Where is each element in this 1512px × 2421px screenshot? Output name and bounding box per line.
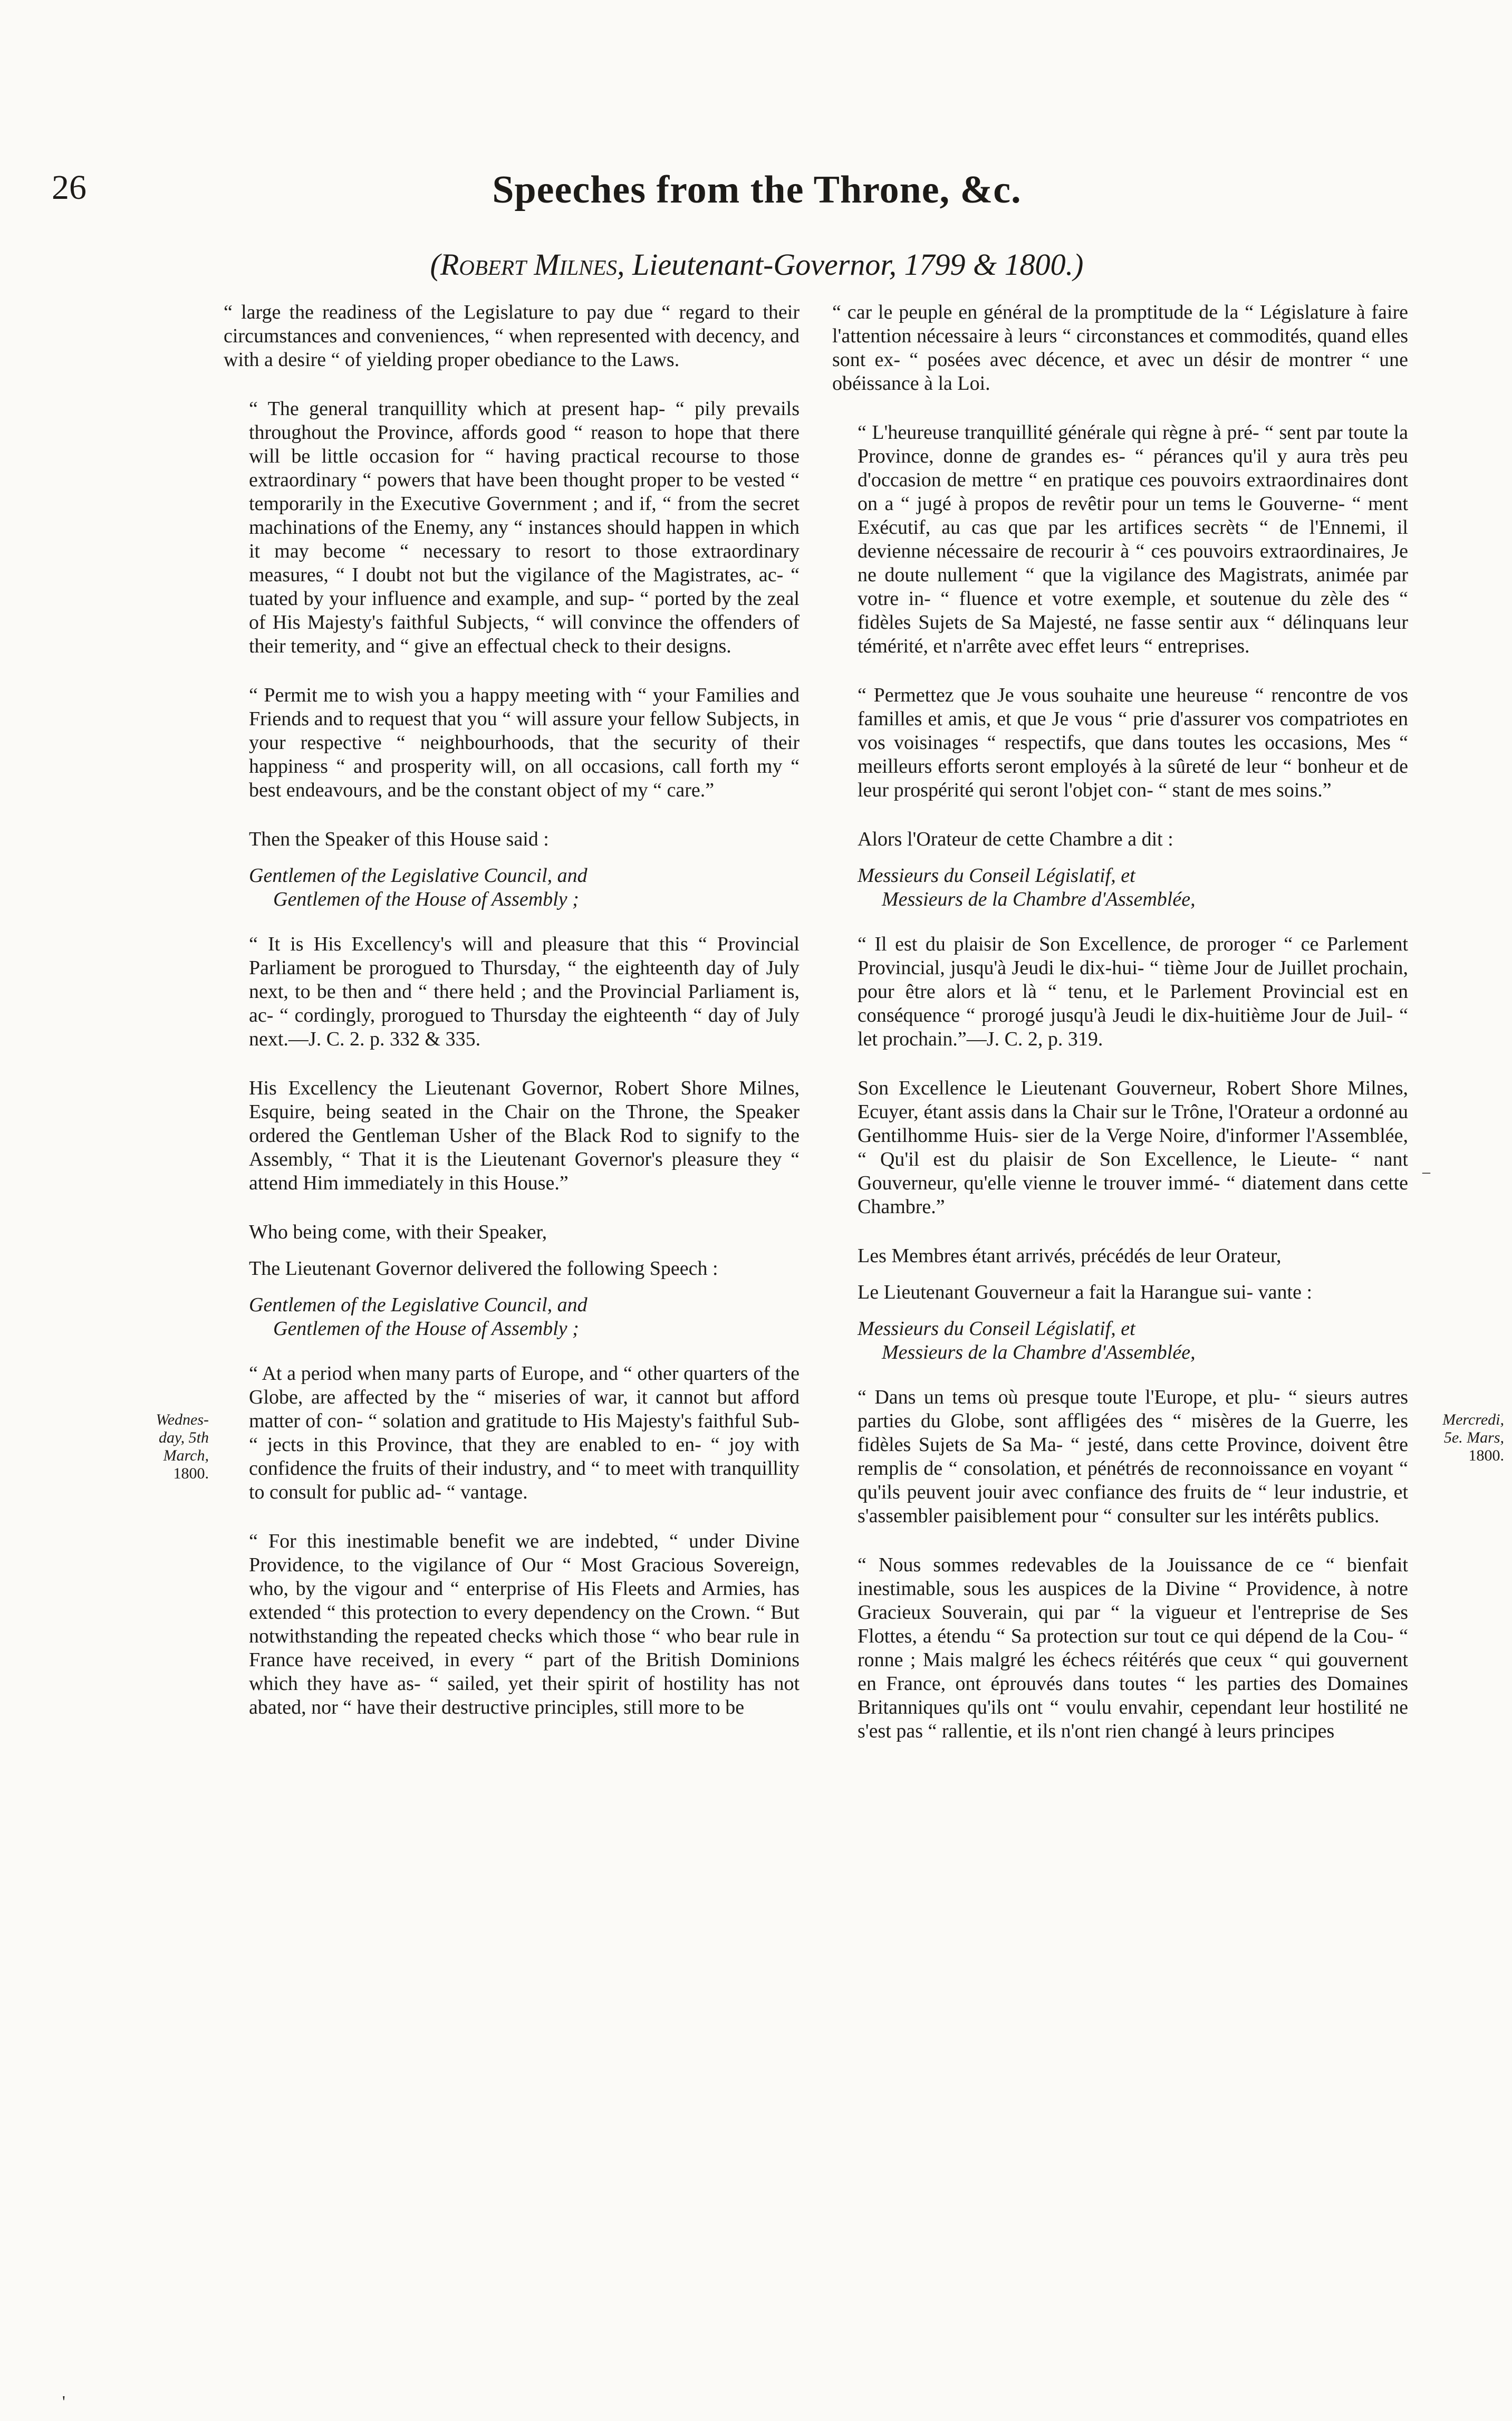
margin-dash-mark: – xyxy=(1422,1163,1430,1180)
english-paragraph: The Lieutenant Governor delivered the following Speech : xyxy=(249,1257,718,1280)
french-paragraph: Alors l'Orateur de cette Chambre a dit : xyxy=(858,828,1173,850)
page-number: 26 xyxy=(52,168,86,207)
address-line-1: Gentlemen of the Legislative Council, and xyxy=(249,1294,588,1316)
margin-note-line: Mercredi, xyxy=(1442,1411,1504,1428)
address-line-2: Gentlemen of the House of Assembly ; xyxy=(273,888,579,910)
english-column xyxy=(224,301,800,1745)
address-line-1: Messieurs du Conseil Législatif, et xyxy=(858,864,1135,887)
english-paragraph: His Excellency the Lieutenant Governor, Robert Shore Milnes, Esquire, being seated in the Chair on the Throne, the Speaker ordered the Gentleman Usher of the Black Rod to signify to the Assembly, “ That it is the Lieutenant Governor's pleasure they “ attend Him immediately in this House.” xyxy=(249,1077,800,1194)
english-paragraph: “ For this inestimable benefit we are indebted, “ under Divine Providence, to the vigilance of Our “ Most Gracious Sovereign, who, by the vigour and “ enterprise of His Fleets and Armies, has extended “ this protection to every dependency on the Crown. “ But notwithstanding the repeated checks which those “ who bear rule in France have received, in every “ part of the British Dominions which they have as- “ sailed, yet their spirit of hostility has not abated, nor “ have their destructive principles, still more to be xyxy=(249,1530,800,1718)
french-address-heading xyxy=(832,864,1408,911)
english-paragraph: “ large the readiness of the Legislature to pay due “ regard to their circumstances and conveniences, “ when represented with decency, and with a desire “ of yielding proper obediance to the Laws. xyxy=(224,301,800,371)
address-line-2: Messieurs de la Chambre d'Assemblée, xyxy=(882,888,1196,910)
margin-note-line: 5e. Mars, xyxy=(1443,1429,1504,1446)
subtitle-name: Robert Milnes, xyxy=(440,247,625,282)
english-paragraph: “ Permit me to wish you a happy meeting with “ your Families and Friends and to request that you “ will assure your fellow Subjects, in your respective “ neighbourhoods, that the security of their happiness “ and prosperity will, on all occasions, call forth my “ best endeavours, and be the constant object of my “ care.” xyxy=(249,684,800,801)
subtitle-open: ( xyxy=(430,247,440,282)
french-paragraph: “ Permettez que Je vous souhaite une heureuse “ rencontre de vos familles et amis, et que Je vous “ prie d'assurer vos compatriotes en vos voisinages “ respectifs, que dans toutes les occasions, Mes “ meilleurs efforts seront employés à la sûreté de leur “ bonheur et de leur prospérité qui seront l'objet con- “ stant de mes soins.” xyxy=(858,684,1408,801)
french-column xyxy=(832,301,1408,1769)
french-address-heading xyxy=(832,1317,1408,1365)
french-paragraph: Son Excellence le Lieutenant Gouverneur, Robert Shore Milnes, Ecuyer, étant assis dans la Chair sur le Trône, l'Orateur a ordonné au Gentilhomme Huis- sier de la Verge Noire, d'informer l'Assemblée, “ Qu'il est du plaisir de Son Excellence, le Lieute- “ nant Gouverneur, qu'elle vienne le trouver immé- “ diatement dans cette Chambre.” xyxy=(858,1077,1408,1218)
french-paragraph: “ Il est du plaisir de Son Excellence, de proroger “ ce Parlement Provincial, jusqu'à Jeudi le dix-hui- “ tième Jour de Juillet prochain, pour être alors et là “ tenu, et le Parlement Provincial est en conséquence “ prorogé jusqu'à Jeudi le dix-huitième Jour de Juil- “ let prochain.”—J. C. 2, p. 319. xyxy=(858,933,1408,1050)
french-paragraph: “ car le peuple en général de la promptitude de la “ Législature à faire l'attention nécessaire à leurs “ circonstances et commodités, quand elles sont ex- “ posées avec décence, et avec un désir de montrer “ une obéissance à la Loi. xyxy=(832,301,1408,395)
english-paragraph: “ At a period when many parts of Europe, and “ other quarters of the Globe, are affected by the “ miseries of war, it cannot but afford matter of con- “ solation and gratitude to His Majesty's faithful Sub- “ jects in this Province, that they are enabled to en- “ joy with confidence the fruits of their industry, and “ to meet with tranquillity to consult for public ad- “ vantage. xyxy=(249,1362,800,1503)
address-line-2: Messieurs de la Chambre d'Assemblée, xyxy=(882,1341,1196,1363)
english-paragraph: Who being come, with their Speaker, xyxy=(249,1221,547,1243)
french-paragraph: “ L'heureuse tranquillité générale qui règne à pré- “ sent par toute la Province, donne de grandes es- “ pérances qu'il y aura très peu d'occasion de mettre “ en pratique ces pouvoirs extraordinaires dont on a “ jugé à propos de revêtir pour un tems le Gouverne- “ ment Exécutif, au cas que par les artifices secrèts “ de l'Ennemi, il devienne nécessaire de recourir à “ ces pouvoirs extraordinaires, Je ne doute nullement “ que la vigilance des Magistrats, animée par votre in- “ fluence et votre exemple, et soutenue du zèle des “ fidèles Sujets de Sa Majesté, ne fasse sentir aux “ délinquans leur témérité, et n'arrête avec effet leurs “ entreprises. xyxy=(858,421,1408,657)
french-paragraph: “ Dans un tems où presque toute l'Europe, et plu- “ sieurs autres parties du Globe, sont affligées des “ misères de la Guerre, les fidèles Sujets de Sa Ma- “ jesté, dans cette Province, doivent être remplis de “ consolation, et pénétrés de reconnoissance en voyant “ qu'ils peuvent jouir avec confiance des fruits de “ leur industrie, et s'assembler paisiblement pour “ consulter sur les intérêts publics. xyxy=(858,1386,1408,1527)
french-paragraph: Les Membres étant arrivés, précédés de leur Orateur, xyxy=(858,1245,1282,1267)
english-paragraph: “ It is His Excellency's will and pleasure that this “ Provincial Parliament be prorogued to Thursday, “ the eighteenth day of July next, to be then and “ there held ; and the Provincial Parliament is, ac- “ cordingly, prorogued to Thursday the eighteenth “ day of July next.—J. C. 2. p. 332 & 335. xyxy=(249,933,800,1050)
margin-note-line: March, xyxy=(163,1447,209,1464)
address-line-1: Gentlemen of the Legislative Council, and xyxy=(249,864,588,887)
page-subtitle xyxy=(295,247,1218,282)
subtitle-rest: Lieutenant-Governor, 1799 & 1800.) xyxy=(624,247,1084,282)
english-paragraph: “ The general tranquillity which at present hap- “ pily prevails throughout the Province, affords good “ reason to hope that there will be little occasion for “ having practical recourse to those extraordinary “ powers that have been thought proper to be vested “ temporarily in the Executive Government ; and if, “ from the secret machinations of the Enemy, any “ instances should happen in which it may become “ necessary to resort to those extraordinary measures, “ I doubt not but the vigilance of the Magistrates, ac- “ tuated by your influence and example, and sup- “ ported by the zeal of His Majesty's faithful Subjects, “ will convince the offenders of their temerity, and “ give an effectual check to their designs. xyxy=(249,398,800,657)
margin-note-line: day, 5th xyxy=(159,1429,209,1446)
margin-note-french-date xyxy=(1425,1411,1504,1465)
english-address-heading xyxy=(224,1293,800,1341)
stray-mark: ' xyxy=(62,2392,65,2411)
margin-note-line: Wednes- xyxy=(156,1411,209,1428)
margin-note-line: 1800. xyxy=(173,1465,209,1482)
english-paragraph: Then the Speaker of this House said : xyxy=(249,828,549,850)
english-address-heading xyxy=(224,864,800,911)
address-line-1: Messieurs du Conseil Législatif, et xyxy=(858,1318,1135,1340)
margin-note-english-date xyxy=(130,1411,209,1483)
french-paragraph: Le Lieutenant Gouverneur a fait la Harangue sui- vante : xyxy=(858,1281,1313,1303)
address-line-2: Gentlemen of the House of Assembly ; xyxy=(273,1318,579,1340)
french-paragraph: “ Nous sommes redevables de la Jouissance de ce “ bienfait inestimable, sous les auspices de la Divine “ Providence, à notre Gracieux Souverain, qui par “ la vigueur et l'entreprise de Ses Flottes, a étendu “ Sa protection sur tout ce qui dépend de la Cou- “ ronne ; Mais malgré les échecs réitérés que ceux “ qui gouvernent en France, ont éprouvés dans toutes “ les parties des Domaines Britanniques qu'ils ont “ voulu envahir, cependant leur hostilité ne s'est pas “ rallentie, et ils n'ont rien changé à leurs principes xyxy=(858,1554,1408,1742)
margin-note-line: 1800. xyxy=(1468,1447,1504,1464)
page-title: Speeches from the Throne, &c. xyxy=(492,168,1022,212)
